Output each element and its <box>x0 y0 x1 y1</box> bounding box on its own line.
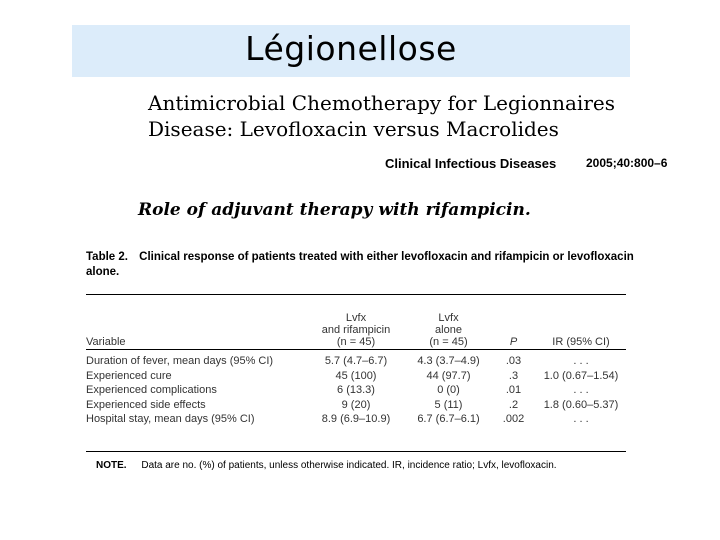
header-lvfx-rifampicin <box>306 300 406 348</box>
cell-variable: Experienced cure <box>86 369 172 382</box>
table-caption <box>86 250 634 280</box>
table-note-text: Data are no. (%) of patients, unless otherwise indicated. IR, incidence ratio; Lvfx, levofloxacin. <box>141 460 557 471</box>
table-header-row <box>86 300 626 348</box>
cell-variable: Experienced complications <box>86 384 217 397</box>
header-lvfx-rifampicin-line-2: and rifampicin <box>321 324 391 336</box>
cell-lvfx-rifampicin: 8.9 (6.9–10.9) <box>321 413 391 426</box>
header-variable: Variable <box>86 336 126 348</box>
header-incidence-ratio: IR (95% CI) <box>552 336 610 348</box>
article-title-line-1: Antimicrobial Chemotherapy for Legionnaires <box>148 91 615 115</box>
table-row <box>86 412 626 427</box>
cell-lvfx-alone: 4.3 (3.7–4.9) <box>417 355 480 367</box>
slide-title: Légionellose <box>245 29 457 68</box>
table-row <box>86 369 626 384</box>
article-title <box>148 90 615 142</box>
header-lvfx-rifampicin-line-3: (n = 45) <box>336 336 376 348</box>
table-bottom-rule <box>86 451 626 452</box>
header-lvfx-alone-line-1: Lvfx <box>438 312 459 324</box>
cell-p-value: .2 <box>508 398 519 411</box>
table-note <box>96 460 557 471</box>
cell-incidence-ratio: . . . <box>573 384 589 397</box>
cell-p-value: .01 <box>505 384 522 397</box>
header-lvfx-alone <box>406 300 491 348</box>
cell-p-value: .002 <box>502 413 525 426</box>
data-table <box>86 300 626 427</box>
cell-variable: Hospital stay, mean days (95% CI) <box>86 413 255 426</box>
cell-incidence-ratio: . . . <box>573 355 589 367</box>
cell-p-value: .03 <box>505 355 522 367</box>
journal-citation: 2005;40:800–6 <box>586 156 668 170</box>
table-number: Table 2. <box>86 251 128 263</box>
cell-variable: Experienced side effects <box>86 398 206 411</box>
table-row <box>86 383 626 398</box>
header-lvfx-rifampicin-line-1: Lvfx <box>345 312 367 324</box>
header-lvfx-alone-line-3: (n = 45) <box>429 336 468 348</box>
cell-incidence-ratio: . . . <box>573 413 589 426</box>
cell-lvfx-alone: 0 (0) <box>437 384 460 397</box>
cell-lvfx-rifampicin: 45 (100) <box>335 369 377 382</box>
cell-lvfx-rifampicin: 6 (13.3) <box>337 384 375 397</box>
slide-subtitle: Role of adjuvant therapy with rifampicin. <box>138 200 531 220</box>
cell-lvfx-alone: 5 (11) <box>434 398 463 411</box>
cell-p-value: .3 <box>508 369 519 382</box>
cell-incidence-ratio: 1.8 (0.60–5.37) <box>543 398 619 411</box>
article-title-line-2: Disease: Levofloxacin versus Macrolides <box>148 117 559 141</box>
slide-title-bar <box>72 25 630 77</box>
table-row <box>86 354 626 369</box>
table-note-label: NOTE. <box>96 460 127 471</box>
journal-name: Clinical Infectious Diseases <box>385 156 557 171</box>
cell-variable: Duration of fever, mean days (95% CI) <box>86 355 274 367</box>
cell-lvfx-rifampicin: 5.7 (4.7–6.7) <box>324 355 388 367</box>
cell-lvfx-alone: 44 (97.7) <box>426 369 471 382</box>
header-lvfx-alone-line-2: alone <box>435 324 462 336</box>
table-caption-text: Clinical response of patients treated with either levofloxacin and rifampicin or levofloxacin alone. <box>86 251 634 278</box>
cell-incidence-ratio: 1.0 (0.67–1.54) <box>543 369 619 382</box>
table-top-rule <box>86 294 626 295</box>
header-p-value: P <box>509 336 518 348</box>
cell-lvfx-alone: 6.7 (6.7–6.1) <box>417 413 480 426</box>
cell-lvfx-rifampicin: 9 (20) <box>341 398 371 411</box>
table-row <box>86 398 626 413</box>
